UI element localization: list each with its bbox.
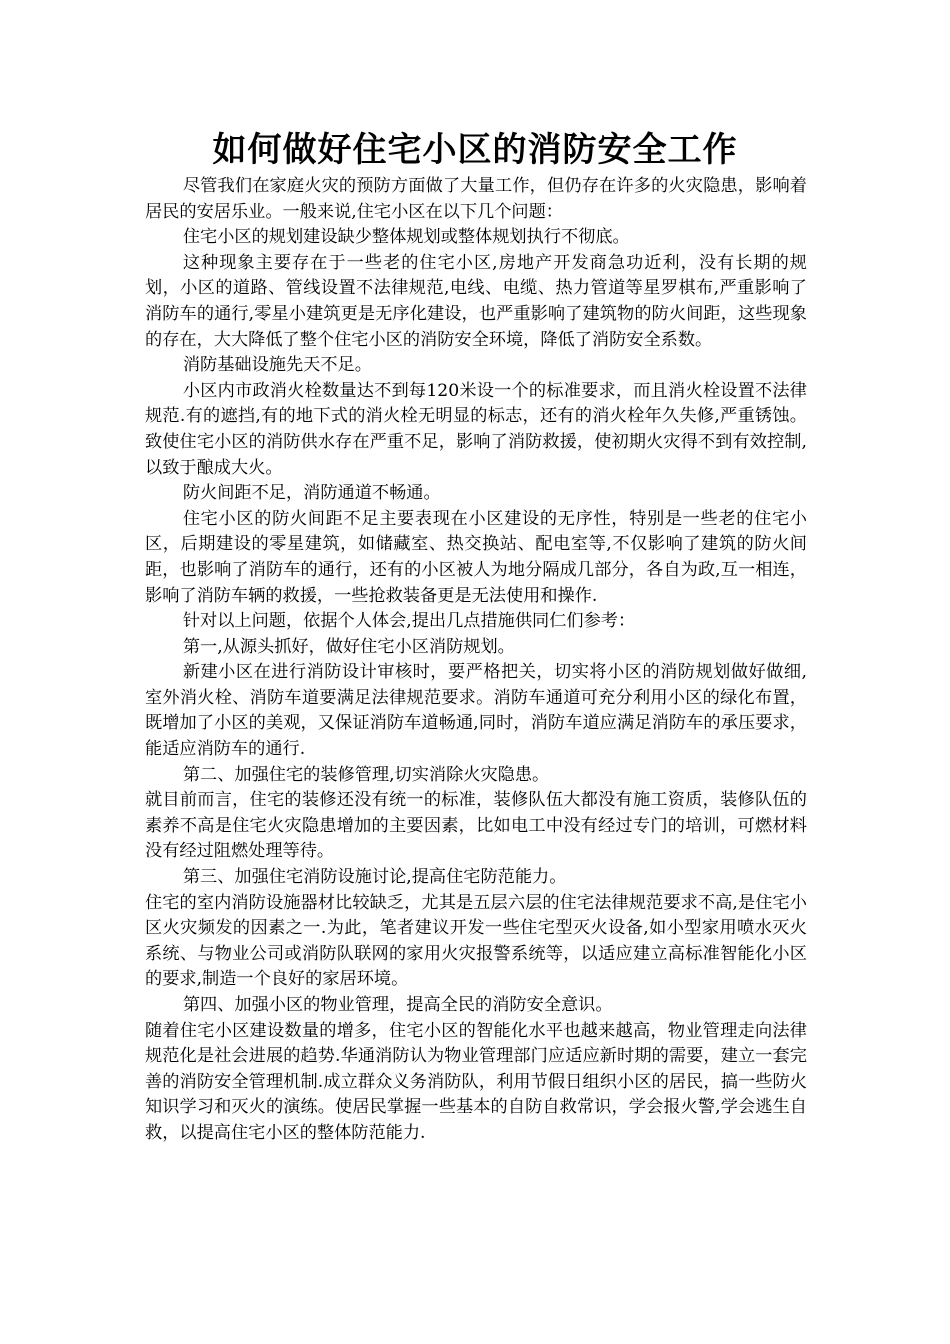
document-paragraph: 针对以上问题，依据个人体会,提出几点措施供同仁们参考： [182,611,636,632]
document-paragraph: 第一,从源头抓好，做好住宅小区消防规划。 [182,636,515,657]
document-paragraph: 防火间距不足，消防通道不畅通。 [182,483,441,504]
document-paragraph: 第四、加强小区的物业管理，提高全民的消防安全意识。 [182,995,613,1015]
document-paragraph: 住宅小区的规划建设缺少整体规划或整体规划执行不彻底。 [182,227,630,248]
document-paragraph: 就目前而言，住宅的装修还没有统一的标准，装修队伍大都没有施工资质，装修队伍的素养不高是住宅火灾隐患增加的主要因素，比如电工中没有经过专门的培训，可燃材料没有经过阻燃处理等待。 [145,790,807,862]
document-paragraph: 随着住宅小区建设数量的增多，住宅小区的智能化水平也越来越高，物业管理走向法律规范化是社会进展的趋势.华通消防认为物业管理部门应适应新时期的需要，建立一套完善的消防安全管理机制.成立群众义务消防队，利用节假日组织小区的居民，搞一些防火知识学习和灭火的演练。使居民掌握一些基本的自防自救常识，学会报火警,学会逃生自救，以提高住宅小区的整体防范能力. [145,1020,807,1143]
document-paragraph: 消防基础设施先天不足。 [182,355,372,376]
document-paragraph: 这种现象主要存在于一些老的住宅小区,房地产开发商急功近利，没有长期的规划，小区的道路、管线设置不法律规范,电线、电缆、热力管道等星罗棋布,严重影响了消防车的通行,零星小建筑更是无序化建设，也严重影响了建筑物的防火间距，这些现象的存在，大大降低了整个住宅小区的消防安全环境，降低了消防安全系数。 [145,252,807,350]
document-paragraph: 小区内市政消火栓数量达不到每120米设一个的标准要求，而且消火栓设置不法律规范.有的遮挡,有的地下式的消火栓无明显的标志，还有的消火栓年久失修,严重锈蚀。致使住宅小区的消防供水存在严重不足，影响了消防救援，使初期火灾得不到有效控制,以致于酿成大火。 [145,380,807,478]
document-body [145,174,807,1147]
document-paragraph: 第二、加强住宅的装修管理,切实消除火灾隐患。 [182,764,550,785]
document-paragraph: 新建小区在进行消防设计审核时，要严格把关，切实将小区的消防规划做好做细,室外消火栓、消防车道要满足法律规范要求。消防车通道可充分利用小区的绿化布置，既增加了小区的美观，又保证消防车道畅通,同时，消防车道应满足消防车的承压要求，能适应消防车的通行. [145,662,807,760]
document-paragraph: 住宅小区的防火间距不足主要表现在小区建设的无序性，特别是一些老的住宅小区，后期建设的零星建筑，如储藏室、热交换站、配电室等,不仅影响了建筑的防火间距，也影响了消防车的通行，还有的小区被人为地分隔成几部分，各自为政,互一相连，影响了消防车辆的救援，一些抢救装备更是无法使用和操作. [145,508,807,606]
document-paragraph: 尽管我们在家庭火灾的预防方面做了大量工作，但仍存在许多的火灾隐患，影响着居民的安居乐业。一般来说,住宅小区在以下几个问题： [145,176,807,222]
document-paragraph: 第三、加强住宅消防设施讨论,提高住宅防范能力。 [182,867,567,888]
document-title: 如何做好住宅小区的消防安全工作 [212,130,738,170]
document-paragraph: 住宅的室内消防设施器材比较缺乏，尤其是五层六层的住宅法律规范要求不高,是住宅小区火灾频发的因素之一.为此，笔者建议开发一些住宅型灭火设备,如小型家用喷水灭火系统、与物业公司或消防队联网的家用火灾报警系统等，以适应建立高标准智能化小区的要求,制造一个良好的家居环境。 [145,892,807,990]
